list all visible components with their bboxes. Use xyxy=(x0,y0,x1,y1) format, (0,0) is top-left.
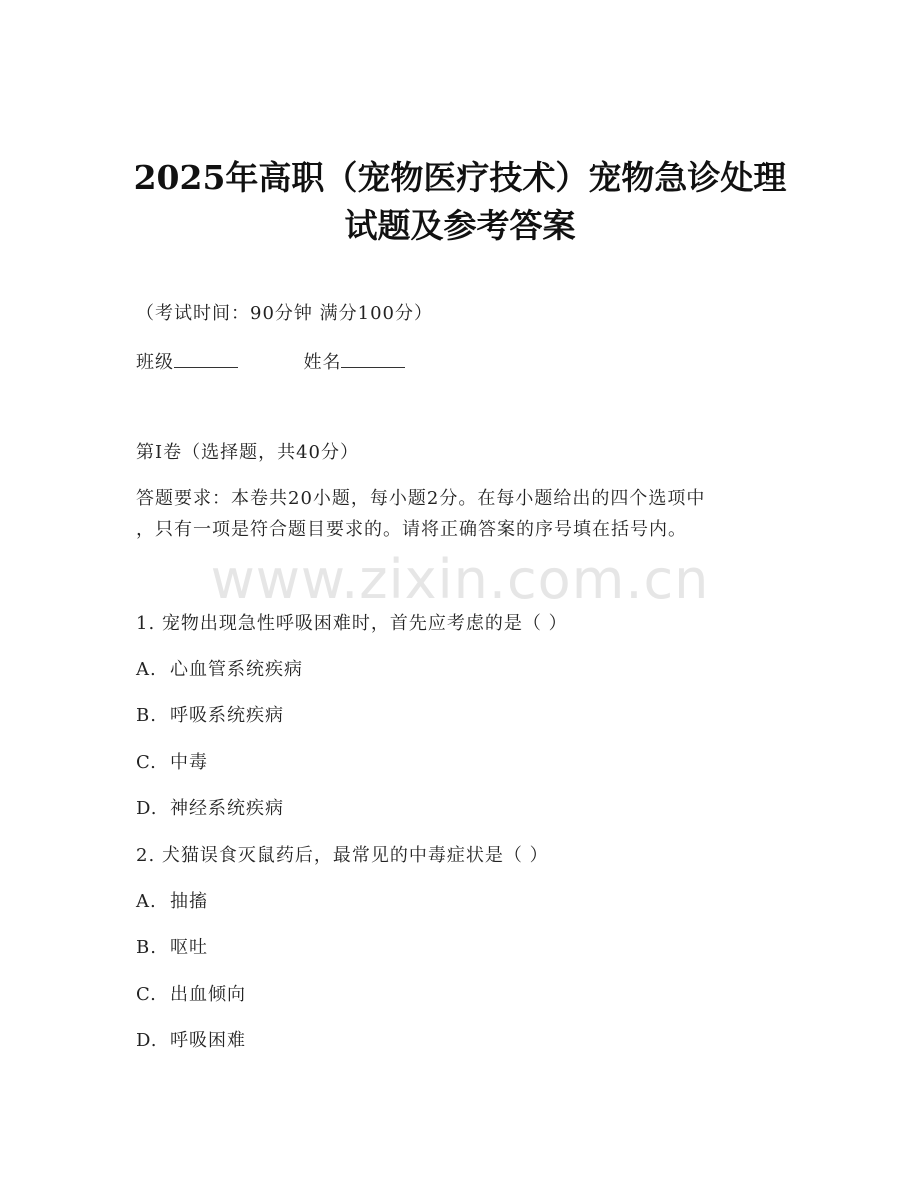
class-label: 班级 xyxy=(136,352,174,373)
option-text: 抽搐 xyxy=(170,891,208,912)
section-title: 第I卷（选择题，共40分） xyxy=(136,442,360,463)
class-blank[interactable] xyxy=(174,349,238,368)
option-text: 心血管系统疾病 xyxy=(170,659,303,680)
option-marker: D. xyxy=(136,1030,158,1051)
option-text: 呼吸系统疾病 xyxy=(170,705,284,726)
question-2-option-b[interactable] xyxy=(136,935,208,961)
class-name-row xyxy=(136,349,405,376)
question-2-option-c[interactable] xyxy=(136,982,246,1008)
instructions-line-1: 答题要求：本卷共20小题，每小题2分。在每小题给出的四个选项中 xyxy=(136,488,706,509)
exam-info: （考试时间：90分钟 满分100分） xyxy=(136,303,433,324)
option-text: 出血倾向 xyxy=(170,984,246,1005)
watermark: www.zixin.com.cn xyxy=(210,548,710,611)
option-marker: C. xyxy=(136,752,157,773)
option-marker: B. xyxy=(136,705,157,726)
page-title-line-1: 2025年高职（宠物医疗技术）宠物急诊处理 xyxy=(133,158,787,197)
question-1-option-b[interactable] xyxy=(136,703,284,729)
question-1-option-a[interactable] xyxy=(136,657,303,683)
option-marker: A. xyxy=(136,659,157,680)
option-marker: C. xyxy=(136,984,157,1005)
question-2-option-d[interactable] xyxy=(136,1028,246,1054)
option-marker: A. xyxy=(136,891,157,912)
option-text: 神经系统疾病 xyxy=(170,798,284,819)
option-text: 呼吸困难 xyxy=(170,1030,246,1051)
question-2-option-a[interactable] xyxy=(136,889,208,915)
name-blank[interactable] xyxy=(341,349,405,368)
question-1-option-c[interactable] xyxy=(136,750,208,776)
option-text: 呕吐 xyxy=(170,937,208,958)
question-1-option-d[interactable] xyxy=(136,796,284,822)
question-1-stem: 1. 宠物出现急性呼吸困难时，首先应考虑的是（ ） xyxy=(136,613,568,634)
question-2-stem: 2. 犬猫误食灭鼠药后，最常见的中毒症状是（ ） xyxy=(136,845,549,866)
option-marker: B. xyxy=(136,937,157,958)
name-label: 姓名 xyxy=(303,352,342,373)
page-title-line-2: 试题及参考答案 xyxy=(344,206,576,245)
option-text: 中毒 xyxy=(170,752,208,773)
option-marker: D. xyxy=(136,798,158,819)
instructions-line-2: ，只有一项是符合题目要求的。请将正确答案的序号填在括号内。 xyxy=(136,519,687,540)
